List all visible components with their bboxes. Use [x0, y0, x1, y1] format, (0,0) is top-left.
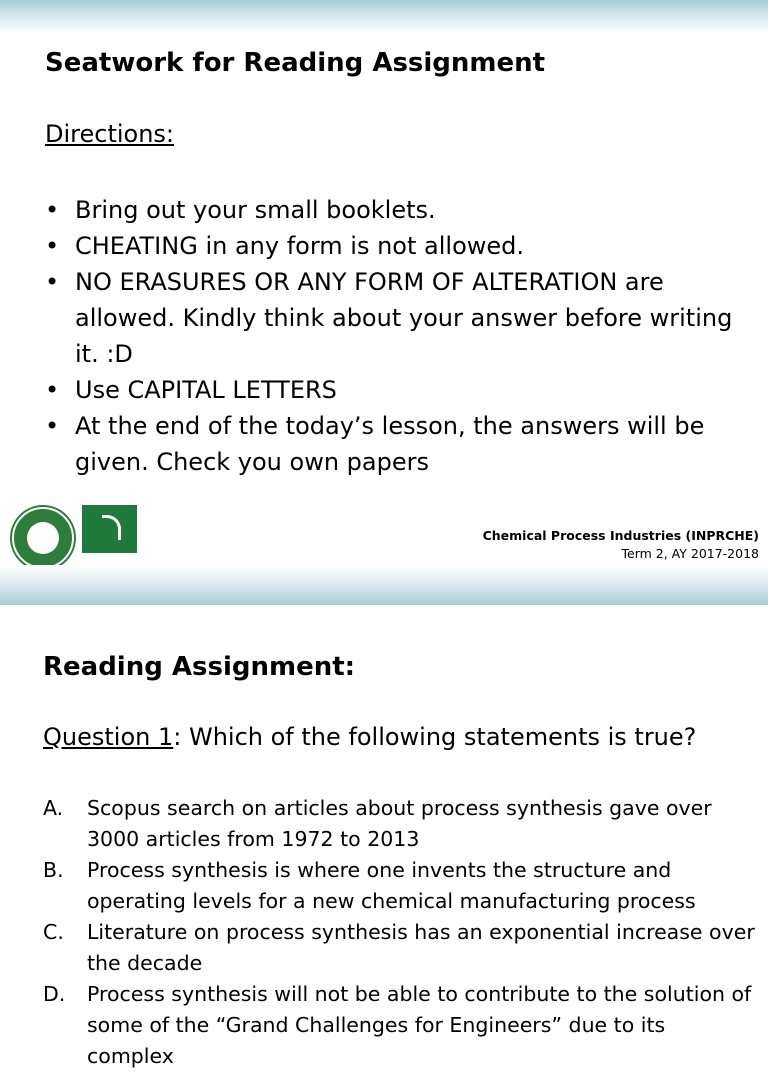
bullet-item: • Bring out your small booklets. [45, 192, 750, 228]
slide-reading-assignment [0, 605, 768, 1068]
answer-choices [43, 793, 758, 1072]
directions-list [45, 192, 750, 480]
course-term: Term 2, AY 2017-2018 [621, 546, 759, 561]
directions-label: Directions: [45, 120, 175, 148]
bullet-item: • NO ERASURES OR ANY FORM OF ALTERATION are allowed. Kindly think about your answer before writing it. :D [45, 264, 750, 372]
choice-text: Process synthesis will not be able to contribute to the solution of some of the “Grand Challenges for Engineers” due to its complex [87, 982, 752, 1068]
slide-title: Reading Assignment: [43, 652, 356, 682]
choice-letter: A. [43, 796, 64, 820]
choice-letter: D. [43, 982, 66, 1006]
question-label: Question 1 [43, 723, 174, 751]
course-info [483, 527, 759, 563]
choice-text: Process synthesis is where one invents the structure and operating levels for a new chemical manufacturing process [87, 858, 696, 913]
choice-item [43, 979, 758, 1072]
choice-text: Literature on process synthesis has an exponential increase over the decade [87, 920, 755, 975]
choice-letter: C. [43, 920, 64, 944]
choice-letter: B. [43, 858, 64, 882]
bullet-item: • Use CAPITAL LETTERS [45, 372, 750, 408]
choice-item [43, 855, 758, 917]
slide-bottom-band [0, 565, 768, 605]
course-name: Chemical Process Industries (INPRCHE) [482, 528, 759, 543]
dlsu-seal-logo [12, 507, 74, 569]
choice-item [43, 793, 758, 855]
choice-text: Scopus search on articles about process synthesis gave over 3000 articles from 1972 to 2013 [87, 796, 712, 851]
question-text: : Which of the following statements is true? [173, 723, 697, 751]
bullet-item: • At the end of the today’s lesson, the answers will be given. Check you own papers [45, 408, 750, 480]
question-1 [43, 723, 696, 751]
gcoe-logo [82, 505, 150, 567]
choice-item [43, 917, 758, 979]
slide-title: Seatwork for Reading Assignment [45, 48, 546, 78]
slide-top-band [0, 0, 768, 34]
gcoe-mark-icon [82, 505, 137, 553]
bullet-item: • CHEATING in any form is not allowed. [45, 228, 750, 264]
